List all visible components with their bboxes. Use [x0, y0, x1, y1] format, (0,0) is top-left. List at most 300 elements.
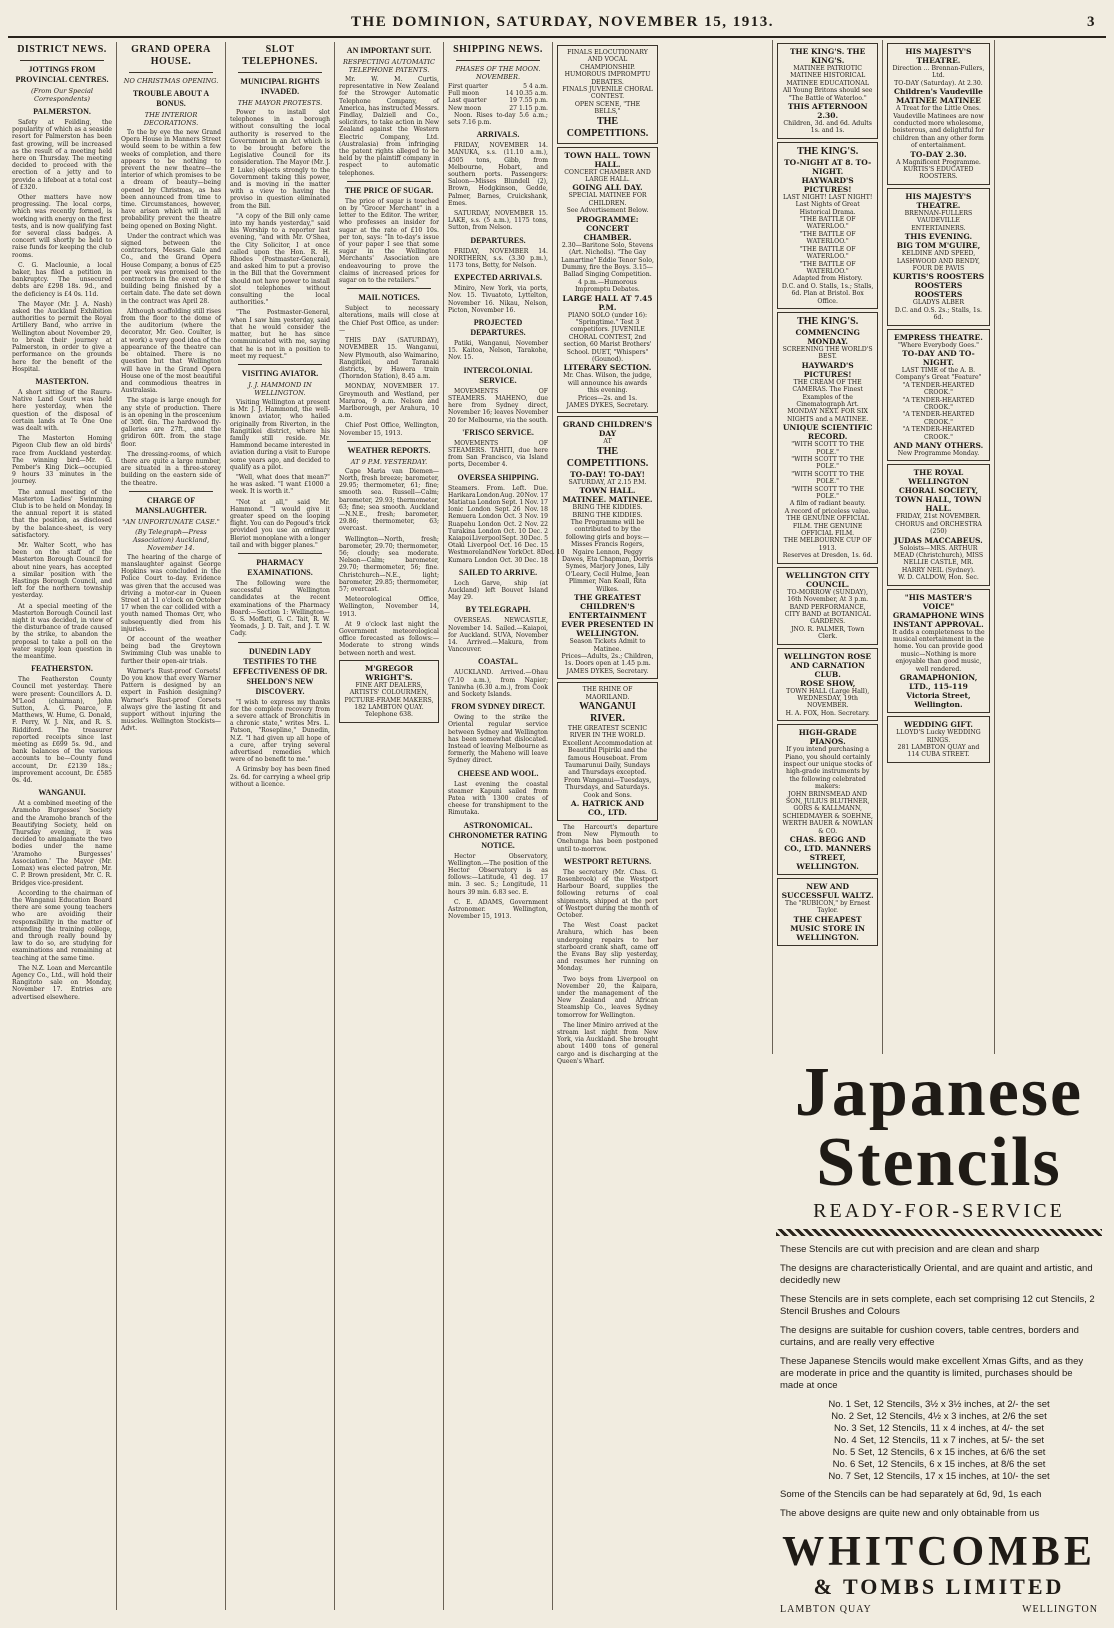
paragraph: The following were the successful Wellington candidates at the recent examinations of the Pharmacy Board:—Section 1: Wellington—G. S. Moffatt, G. C. Tait, R. W. Yeomads, J. D. Tait, and J. T. W. Cady. [230, 579, 330, 638]
ad-line: GRAMAPHONION, LTD., 115-119 Victoria Street, Wellington. [899, 673, 978, 710]
brand-subname: & TOMBS LIMITED [813, 1574, 1065, 1599]
place-heading: FEATHERSTON. [31, 664, 93, 674]
paragraph: C. E. ADAMS, Government Astronomer. Wellington, November 15, 1913. [448, 898, 548, 921]
ad-line: THE CREAM OF THE CAMERAS. The Finest Examples of the Cinematograph Art. [792, 378, 863, 408]
paragraph: Loch Garve, ship (at Auckland) left Bouvet Island May 29. [448, 579, 548, 602]
amusement-columns [772, 40, 1106, 1054]
table-cell: London [476, 491, 500, 499]
paragraph: The Mayor (Mr. J. A. Nash) asked the Auckland Exhibition authorities to permit the Royal Artillery Band, who arrive in Wellington about November 29, to break their journey at Palmerston, in order to give a performance on the grounds here for the benefit of the Hospital. [12, 300, 112, 373]
article-headline: DEPARTURES. [470, 235, 526, 245]
ad-heading: THE COMPETITIONS. [566, 445, 649, 469]
ad-line: Children's Vaudeville MATINEE MATINEE [894, 87, 983, 106]
ad-heading: THE KING'S. [797, 145, 859, 157]
list-item: No. 4 Set, 12 Stencils, 11 x 7 inches, at 5/- the set [834, 1435, 1044, 1446]
ad-line: LARGE HALL AT 7.45 P.M. [562, 293, 653, 312]
ad-heading: WELLINGTON CITY COUNCIL. [785, 570, 870, 589]
ad-line: TO-DAY AND TO-NIGHT. [902, 348, 975, 367]
paragraph: Under the contract which was signed between the contractors, Messrs. Gale and Co., and the Grand Opera House Company, a bonus of £25 per week was promised to the contractors in the event of the building being finished by a certain date. The date set down in the contract was April 28. [121, 232, 221, 305]
article-headline: VISITING AVIATOR. [241, 368, 319, 378]
paragraph: According to the chairman of the Wanganui Education Board there are some young teachers who are avoiding their responsibility in the matter of attending the training college, and through really bound by law to do so, are studying for examinations and remaining at teaching at the same time. [12, 889, 112, 962]
advertisement-kings-waterloo [777, 142, 878, 309]
ad-line: JAMES DYKES, Secretary. [566, 667, 649, 675]
list-item: No. 3 Set, 12 Stencils, 11 x 4 inches, at 4/- the set [834, 1423, 1044, 1434]
paragraph: The secretary (Mr. Chas. G. Rosenbrook) of the Westport Harbour Board, supplies the following returns of coal shipments, shipped at the port of Westport during the month of October. [557, 868, 658, 920]
ad-tagline: READY-FOR-SERVICE [813, 1200, 1065, 1222]
table-cell: Nov. 18 [524, 506, 548, 514]
moon-label: Last quarter [448, 97, 487, 105]
article-credit: (By Telegraph—Press Association) Auckland, November 14. [132, 527, 210, 552]
ad-line: OPEN SCENE, "THE BELLS," [574, 100, 641, 116]
article-headline: JOTTINGS FROM PROVINCIAL CENTRES. [15, 65, 109, 84]
table-row [448, 557, 548, 564]
paragraph: Although scaffolding still rises from the floor to the dome of the auditorium (where the decorator, Mr. Geo. Coulter, is at work) a very good idea of the appearance of the theatre can be obtained. There is no question but that Wellington will have in the Grand Opera House one of the most beautiful and commodious theatres in Australasia. [121, 307, 221, 395]
paragraph: At a combined meeting of the Aramoho Burgesses' Society and the Aramoho branch of the Beautifying Society, held on Thursday evening, it was decided to amalgamate the two bodies under the name 'Aramoho Burgesses' Association.' The Mayor (Mr. Lomax) was elected patron, Mr. C. P. Brown president, Mr. C. R. Bridges vice-president. [12, 800, 112, 887]
table-cell: Nov. 17 [524, 498, 548, 506]
table-cell: Liverpool [467, 542, 497, 550]
ad-line: "WITH SCOTT TO THE POLE." [791, 456, 865, 471]
ad-line: MONDAY NEXT. FOR SIX NIGHTS and a MATINEE. [787, 408, 869, 423]
ad-heading: TOWN HALL. TOWN HALL. [564, 150, 651, 169]
ad-line: FINE ART DEALERS, [355, 681, 423, 689]
subheading: J. J. HAMMOND IN WELLINGTON. [248, 380, 312, 397]
stencil-sets-list [772, 1399, 1106, 1483]
article-headline: 'FRISCO SERVICE. [462, 427, 534, 437]
paragraph: Two boys from Liverpool on November 20, the Kaipara, under the management of the New Zealand and African Steamship Co., leaves Sydney tomorrow for Wellington. [557, 975, 658, 1019]
ad-line: SCREENING THE WORLD'S BEST. [782, 345, 873, 361]
advertisement-his-majestys-matinee [887, 43, 989, 185]
table-cell: Matiatua [448, 498, 476, 506]
paragraph: The West Coast packet Arahura, which has been undergoing repairs to her starboard crank shaft, came off the Evans Bay slip yesterday, and resumes her running on Monday. [557, 922, 658, 973]
article-headline: SAILED TO ARRIVE. [458, 567, 538, 577]
advertisement-empress-theatre [887, 329, 989, 462]
ad-line: BRENNAN-FULLERS VAUDEVILLE ENTERTAINERS. [904, 209, 973, 232]
address-city: WELLINGTON [1022, 1604, 1098, 1615]
advertisement-pianos [777, 724, 878, 875]
ad-line: A Treat for the Little Ones. Vaudeville Matinees are now conducted more wholesome, boisterous, and delightful for children than any other form of entertainment. [892, 105, 985, 150]
ad-line: Mr. Chas. Wilson, the judge, will announce his awards this evening. [563, 372, 652, 395]
moon-value: 27 1.15 p.m. [509, 104, 548, 112]
article-headline: CHARGE OF MANSLAUGHTER. [135, 495, 207, 515]
paragraph: The Featherston County Council met yesterday. There were present: Councillors A. D. M'Leod (chairman), John Sutton, A. G. Pearce, F. Matthews, W. Hume, G. Donald, F. Perry, W. J. Nix, and R. S. Riddiford. The treasurer reported receipts since last meeting as £699 5s. 9d., and bank balances of the various accounts to be—County fund account, Dr. £2139 18s.; improvement account, Dr. £585 0s. 4d. [12, 676, 112, 785]
ad-heading: THE COMPETITIONS. [566, 115, 649, 139]
ad-line: The "RUBICON," by Ernest Taylor. [785, 900, 871, 915]
subheading: PHASES OF THE MOON. NOVEMBER. [455, 65, 541, 81]
ad-heading: HIS MAJESTY'S THEATRE. [905, 191, 972, 210]
paragraph: MOVEMENTS OF STEAMERS. TAHITI, due here from San Francisco, via Island ports, December 4. [448, 439, 548, 469]
paragraph: The Harcourt's departure from New Plymouth to Onehunga has been postponed until to-morrow. [557, 824, 658, 853]
paragraph: "Well, what does that mean?" he was asked. "I want £1000 a week. It is worth it." [230, 473, 330, 496]
paragraph: THIS DAY (SATURDAY), NOVEMBER 15. Wanganui, New Plymouth, also Waimarino, Rangitikei, and Taranaki districts, by Hawera train (Thorndon Station), 8.45 a.m. [339, 337, 439, 381]
ad-line: Children, 3d. and 6d. Adults 1s. and 1s. [783, 120, 872, 135]
paragraph: The hearing of the charge of manslaughter against George Hopkins was concluded in the Police Court to-day. Evidence was given that the accused was driving a motor-car in Queen Street at 11 o'clock on October 17 when the car collided with a youth named Thomas Orr, who subsequently died from his injuries. [121, 553, 221, 633]
advertisement-rose-show [777, 648, 878, 722]
table-cell: Turakina [448, 527, 476, 535]
ad-line: Cook and Sons. [583, 791, 632, 799]
ad-line: BAND PERFORMANCE, CITY BAND at BOTANICAL GARDENS. [784, 603, 871, 626]
table-cell: Liverpool [472, 534, 502, 542]
ad-line: THE GREATEST SCENIC RIVER IN THE WORLD. [567, 724, 648, 740]
paragraph: MOVEMENTS OF STEAMERS. MAHENO, due here from Sydney direct, November 16; leaves November 20 for Melbourne, via the south. [448, 387, 548, 424]
paragraph: FRIDAY, NOVEMBER 14. MANUKA, s.s. (11.10 a.m.), 4505 tons, Gibb, from Melbourne, Hobart, and southern ports. Passengers: Saloon—Misses Blundell (2), Brown, Hodgkinson, Gedde, Palmer, Barnes, Cruickshank, Emes. [448, 142, 548, 207]
ad-line: "WITH SCOTT TO THE POLE." [791, 470, 865, 486]
paragraph: The dressing-rooms, of which there are quite a large number, are situated in a three-storey building on the eastern side of the theatre. [121, 450, 221, 487]
paragraph: The N.Z. Loan and Mercantile Agency Co., Ltd., will hold their Rangitoto sale on Monday, November 17. Entries are advertised elsewhere. [12, 964, 112, 1001]
ad-line: LAST NIGHT! LAST NIGHT! [782, 193, 873, 201]
ad-line: GLADYS ALBER [912, 299, 964, 307]
ad-line: TO-MORROW (SUNDAY), 16th November, At 3 p.m. [787, 588, 869, 604]
table-cell: Kumara [448, 556, 473, 564]
place-heading: WANGANUI. [38, 788, 86, 798]
ad-line: W. D. CALDOW, Hon. Sec. [898, 574, 979, 582]
article-headline: CHEESE AND WOOL. [457, 768, 539, 778]
ad-line: PICTURE-FRAME MAKERS, [344, 696, 434, 704]
paragraph: Miniro, New York, via ports, Nov. 15. Tivuatoto, Lyttelton, November 16. Nikau, Nelson, Picton, November 16. [448, 285, 548, 314]
ad-line: "THE BATTLE OF WATERLOO." [799, 216, 856, 231]
ad-heading: GRAND CHILDREN'S DAY [562, 420, 653, 439]
paragraph: Other matters have now progressing. The local corps, which was recently formed, is working with energy on the first tests, and is now qualifying fast for several class badges. A concert will shortly be held to raise funds for keeping the club rooms. [12, 194, 113, 259]
ad-line: MATINEE HISTORICAL [790, 72, 866, 80]
column-his-majestys [883, 40, 994, 1054]
ad-line: HAYWARD'S PICTURES! [801, 360, 854, 379]
ad-line: A record of priceless value. THE GENUINE OFFICIAL FILM. THE GENUINE OFFICIAL FILM. [784, 507, 871, 538]
ad-line: 2.30—Baritone Solo, Stevens (Art. Nicholls). "The Gay Lamartine" Eddie Tenor Solo, Dummy, fire the Boys. 3.15—Ballad Singing Competition. 4 p.m.—Humorous Impromptu Debates. [561, 241, 654, 294]
ad-line: TO-NIGHT AT 8. TO-NIGHT. [784, 157, 872, 176]
section-title: DISTRICT NEWS. [17, 44, 107, 55]
ad-line: PIANO SOLO (under 16): "Springtime." Test 3 competitors. JUVENILE CHORAL CONTEST, 2nd section, 60 Marist Brothers' School. DUET, "Whispers" (Gounod). [563, 311, 652, 363]
ad-line: D.C. and O. Stalls, 1s.; Stalls, 6d. Plan at Bristol. Box Office. [781, 282, 874, 305]
advertisement-waltz [777, 878, 878, 946]
decorative-border [776, 1229, 1102, 1236]
article-headline: THE PRICE OF SUGAR. [344, 185, 434, 195]
brand-name: WHITCOMBE [782, 1529, 1096, 1575]
paragraph: The stage is large enough for any style of production. There is an opening in the proscenium of 30ft. 6in. The hardwood fly-galleries are 27ft., and the gridiron 60ft. from the stage floor. [121, 397, 221, 448]
advertisement-kings-scott [777, 312, 878, 564]
list-item: No. 5 Set, 12 Stencils, 6 x 15 inches, at 6/6 the set [832, 1447, 1046, 1458]
article-headline: WEATHER REPORTS. [347, 445, 431, 455]
table-cell: Remuera [448, 513, 477, 521]
place-heading: PALMERSTON. [33, 107, 91, 116]
ad-line: Adapted from History. [792, 275, 863, 283]
advertisement-kings-matinee [777, 43, 878, 139]
ad-line: TOWN HALL. [579, 486, 636, 496]
table-cell: Harikara [448, 491, 476, 499]
ad-heading: THE ROYAL WELLINGTON CHORAL SOCIETY, [898, 468, 979, 496]
table-cell: London [478, 513, 502, 521]
article-headline: OVERSEA SHIPPING. [457, 472, 539, 482]
ad-heading: NEW AND SUCCESSFUL WALTZ. [781, 882, 874, 901]
table-cell: Sept. 26 [494, 506, 521, 514]
ad-line: 281 LAMBTON QUAY and 114 CUBA STREET. [897, 743, 980, 759]
column-district-news [8, 42, 117, 1610]
article-headline: COASTAL. [477, 657, 519, 667]
ad-line: "THE BATTLE OF WATERLOO." [799, 260, 856, 275]
ad-line: Prices—2s. and 1s. [577, 394, 638, 402]
table-cell: Nov. 22 [524, 520, 548, 528]
ad-heading: WANGANUI RIVER. [579, 700, 636, 724]
paragraph: AUCKLAND. Arrived.—Ohau (7.10 a.m.), from Napier; Taniwha (6.30 a.m.), from Cook and Sockety Islands. [448, 669, 548, 698]
ad-paragraph: The designs are suitable for cushion covers, table centres, borders and curtains, and are really very effective [780, 1325, 1079, 1348]
ad-line: "WITH SCOTT TO THE POLE." [791, 485, 865, 501]
ad-heading: HIS MAJESTY'S THEATRE. [905, 47, 972, 65]
table-row [448, 499, 548, 506]
subheading: THE INTERIOR DECORATIONS. [143, 111, 199, 127]
ad-line: GOING ALL DAY. [572, 183, 643, 193]
ad-line: HAYWARD'S PICTURES! [801, 175, 854, 194]
section-title: SLOT TELEPHONES. [242, 44, 318, 67]
paragraph: Hector Observatory, Wellington.—The position of the Hector Observatory is as follows:—Latitude, 41 deg. 17 min. 3 sec. S.; Longitude, 11 hours 39 min. 6.83 sec. E. [448, 852, 548, 896]
paragraph: At 9 o'clock last night the Government meteorological office forecasted as follows:—Moderate to strong winds between north and west. [339, 620, 439, 657]
ad-line: "A TENDER-HEARTED CROOK." [902, 411, 975, 426]
ad-heading: M'GREGOR WRIGHT'S. [364, 663, 414, 682]
advertisement-his-majestys-evening [887, 188, 989, 326]
article-headline: FROM SYDNEY DIRECT. [451, 702, 545, 712]
paragraph: Meteorological Office, Wellington, November 14, 1913. [339, 596, 439, 618]
ad-paragraph: Some of the Stencils can be had separately at 6d, 9d, 1s each [780, 1489, 1042, 1500]
ad-line: Excellent Accommodation at Beautiful Pipiriki and the famous Houseboat. From Taumarunui Daily, Sundays and Thursdays excepted. From Wanganui—Tuesdays, Thursdays, and Saturdays. [562, 739, 653, 792]
brand-address [780, 1604, 1098, 1615]
paragraph: Safety at Feilding, the popularity of which as a seaside resort for Palmerston has been fast growing, will be increased as the result of a meeting held here on Thursday. The meeting decided to proceed with the erection of a jetty and to provide a lifeboat at a total cost of £320. [12, 119, 112, 191]
ad-line: TOWN HALL (Large Hall), WEDNESDAY, 19th NOVEMBER. [786, 687, 870, 710]
table-cell: London [478, 527, 502, 535]
table-cell: Dec. 5 [528, 534, 548, 542]
ad-heading: HIGH-GRADE PIANOS. [798, 728, 857, 747]
paragraph: The annual meeting of the Masterton Ladies' Swimming Club is to be held on Monday. In the annual report it is stated that the position, as disclosed by the balance-sheet, is very satisfactory. [12, 488, 112, 539]
ad-heading: THE KING'S. [797, 315, 859, 327]
ad-paragraph: The above designs are quite new and only obtainable from us [780, 1508, 1040, 1519]
subheading: AT 9 P.M. YESTERDAY. [350, 457, 428, 466]
moon-label: New moon [448, 104, 482, 112]
paragraph: MONDAY, NOVEMBER 17. Greymouth and Westland, per Mararoa, 9 a.m. Nelson and Marlborough, per Arahura, 10 a.m. [339, 383, 439, 420]
column-header: From. [486, 484, 505, 492]
ad-line: BRING THE KIDDIES. BRING THE KIDDIES. [572, 504, 643, 519]
ad-line: SPECIAL MATINEE FOR CHILDREN. [568, 192, 647, 207]
ad-line: TO-DAY (Saturday). At 2.30. [894, 79, 983, 87]
article-headline: BY TELEGRAPH. [465, 605, 531, 615]
table-cell: Dec. 2 [528, 527, 548, 535]
table-cell: Oct. 3 [503, 513, 523, 521]
ad-heading: EMPRESS THEATRE. [894, 332, 983, 342]
article-headline: WESTPORT RETURNS. [563, 856, 652, 866]
page-number: 3 [1087, 13, 1096, 30]
address-street: LAMBTON QUAY [780, 1604, 872, 1615]
moon-value: 14 10.35 a.m. [505, 90, 548, 98]
article-headline: MUNICIPAL RIGHTS INVADED. [240, 77, 320, 96]
column-header: Due. [533, 484, 548, 492]
ad-line: PROGRAMME: CONCERT CHAMBER. [576, 214, 639, 242]
advertisement-city-council [777, 567, 878, 645]
paragraph: "A copy of the Bill only came into my hands yesterday," said his Worship to a reporter last evening, "and with Mr. O'Shea, the City Solicitor, I at once called upon the Hon. R. H. Rhodes (Postmaster-General), and asked him to put a proviso in the Bill that the Government should not have power to install slot telephones without consulting the local authorities." [230, 212, 330, 307]
ad-paragraph: The designs are characteristically Oriental, and are quaint and artistic, and decidedly new [780, 1263, 1093, 1286]
table-cell: Nov. 19 [524, 513, 548, 521]
ad-line: "THE BATTLE OF WATERLOO." [799, 245, 856, 261]
column-slot-telephones [226, 42, 335, 1610]
ad-line: CONCERT CHAMBER AND LARGE HALL. [564, 168, 651, 184]
table-cell: Sept. 1 [501, 498, 524, 506]
table-cell: Aug. 20 [500, 491, 524, 499]
list-item [448, 83, 548, 90]
ad-line: Misses Francis Rogers, Ngaire Lennon, Peggy Dawes, Eta Chapman, Dorris Symes, Marjory Jones, Lily O'Leary, Cecil Hulme, Jean Plimmer, Nan Keall, Rita Wilkes. [562, 541, 653, 593]
ad-line: LITERARY SECTION. [563, 363, 652, 373]
paragraph: A Grimsby boy has been fined 2s. 6d. for carrying a wheel grip without a licence. [230, 766, 330, 788]
column-kings-theatre [772, 40, 883, 1054]
ad-title: Stencils [816, 1124, 1062, 1201]
ad-line: D.C. and O.S. 2s.; Stalls, 1s. 6d. [894, 306, 982, 322]
paragraph: Patiki, Wanganui, November 15. Kaitoa, Nelson, Tarakohe, Nov. 15. [448, 340, 548, 362]
paragraph: To the by eye the new Grand Opera House in Manners Street would seem to be within a few weeks of completion, and there appears to be nothing to prevent the new theatre—the interior of which promises to be a dream of beauty—being opened by Christmas, as has been announced from time to time. Circumstances, however, have arisen which will in all probability prevent the theatre being opened on Boxing Night. [121, 129, 221, 230]
table-cell: Oct. 16 [499, 542, 522, 550]
ad-line: "Where Everybody Goes." [897, 341, 979, 349]
advertisement-town-hall [557, 147, 658, 414]
table-row [448, 528, 548, 535]
article-credit: (From Our Special Correspondents) [31, 87, 93, 103]
advertisement-wedding-gift [887, 716, 989, 763]
table-cell: London [477, 520, 502, 528]
table-row [448, 513, 548, 520]
ad-line: A film of radiant beauty. [789, 500, 866, 508]
table-cell: London [477, 498, 501, 506]
paragraph: "Not at all," said Mr. Hammond. "I would give it greater speed on the looping flight. You can do Pegoud's trick provided you use an ordinary Bleriot monoplane with a longer tail and with bigger planes." [230, 498, 330, 549]
ad-line: JOHN BRINSMEAD AND SON, JULIUS BLUTHNER, GORS & KALLMANN, SCHIEDMAYER & SOEHNE, WERTH BAUER & NOWLAN & CO. [782, 790, 873, 835]
article-headline: ARRIVALS. [476, 130, 520, 140]
moon-value: 5 4 a.m. [523, 83, 548, 90]
paragraph: The liner Miniro arrived at the stream last night from New York, via Auckland. She brought about 1400 tons of general cargo and is discharging at the Queen's Wharf. [557, 1021, 658, 1065]
ad-line: "THE BATTLE OF WATERLOO." [799, 230, 856, 246]
paragraph: Noon. Rises to-day 5.6 a.m.; sets 7.16 p.m. [448, 111, 548, 127]
ad-line: MATINEE EDUCATIONAL [786, 79, 869, 87]
ad-paragraph: These Stencils are in sets complete, each set comprising 12 cut Stencils, 2 Stencil Brushes and Colours [780, 1294, 1095, 1317]
table-cell: New York [492, 549, 523, 557]
article-headline: TROUBLE ABOUT A BONUS. [132, 89, 210, 108]
article-headline: AN IMPORTANT SUIT. [346, 46, 432, 55]
table-row [448, 542, 548, 549]
table-cell: Sept. 30 [501, 534, 528, 542]
paragraph: OVERSEAS. NEWCASTLE, November 14. Sailed.—Kaiapoi, for Auckland. SUVA, November 14. Arrived.—Makura, from Vancouver. [448, 617, 548, 654]
column-header: Steamers. [448, 484, 480, 492]
ad-line: CHORUS and ORCHESTRA (250) [895, 520, 982, 536]
paragraph: The price of sugar is touched on by "Grocer Merchant" in a letter to the Editor. The writer, who professes an insider for sugar at the rate of £10 10s. per ton, says: "In to-day's issue of your paper I see that some sugar in the Wellington Merchants' Association are endeavouring to prove the claims of increased prices for sugar on to the retailers." [339, 197, 439, 285]
newspaper-page [8, 8, 1106, 1615]
subheading: RESPECTING AUTOMATIC TELEPHONE PATENTS. [342, 58, 436, 74]
article-headline: ASTRONOMICAL. CHRONOMETER RATING NOTICE. [448, 820, 548, 850]
ad-line: TO-DAY 2.30. [910, 149, 967, 159]
table-row [448, 506, 548, 513]
ad-line: Last Nights of Great Historical Drama. [795, 201, 860, 216]
article-headline: EXPECTED ARRIVALS. [454, 273, 542, 283]
paragraph: Wellington—North, fresh; barometer, 29.70; thermometer, 56; cloudy; sea moderate. Nelson—Calm; barometer, 29.70; thermometer, 56; fine. Christchurch—N.E., light; barometer, 29.85; thermometer, 57; overcast. [339, 535, 439, 593]
ad-line: FINALS ELOCUTIONARY AND VOCAL CHAMPIONSHIP. [567, 49, 648, 71]
moon-value: 19 7.55 p.m. [509, 97, 548, 105]
ad-line: THIS AFTERNOON 2.30. [787, 102, 868, 121]
paragraph: The Masterton Homing Pigeon Club flew an old birds' race from Auckland yesterday. The winning bird—Mr. G. Pember's King Dick—occupied 9 hours 33 minutes in the journey. [12, 435, 112, 486]
section-title: GRAND OPERA HOUSE. [131, 44, 211, 67]
subheading: THE MAYOR PROTESTS. [237, 99, 323, 107]
shipping-table [448, 484, 565, 564]
table-cell: Oct. 30 [499, 556, 523, 564]
ad-line: HUMOROUS IMPROMPTU DEBATES. [564, 71, 651, 86]
paragraph: A short sitting of the Rauru-Native Land Court was held here yesterday, when the question of the disposal of certain lands at Te One One was dealt with. [12, 388, 112, 432]
advertisement-choral-society [887, 464, 989, 585]
advertisement-competitions [557, 45, 658, 144]
ad-line: All Young Britons should see "The Battle of Waterloo." [782, 87, 873, 102]
ad-line: FRIDAY, 21st NOVEMBER. [896, 513, 981, 521]
paragraph: SATURDAY, NOVEMBER 15. LAKE, s.s. (5 a.m.), 1175 tons, Sutton, from Nelson. [448, 210, 548, 232]
ad-line: AT [603, 438, 612, 446]
ad-line: A Magnificent Programme. KURTIS'S EDUCATED ROOSTERS. [895, 158, 981, 181]
ad-line: UNIQUE SCIENTIFIC RECORD. [782, 423, 873, 442]
column-header: Left. [512, 484, 527, 492]
list-item: No. 2 Set, 12 Stencils, 4½ x 3 inches, at 2/6 the set [831, 1411, 1047, 1422]
place-heading: MASTERTON. [35, 376, 89, 386]
table-cell: Ruapehu [448, 520, 476, 528]
list-item: No. 6 Set, 12 Stencils, 6 x 15 inches, at 8/6 the set [832, 1459, 1046, 1470]
subheading: "AN UNFORTUNATE CASE." [122, 517, 220, 526]
ad-line: "A TENDER-HEARTED CROOK." [902, 396, 975, 411]
table-cell: London [467, 506, 491, 514]
paragraph: FRIDAY, NOVEMBER 14. NORTHERN, s.s. (3.30 p.m.), 1173 tons, Betty, for Nelson. [448, 247, 548, 270]
table-row [448, 492, 548, 499]
table-cell: Ionic [448, 506, 464, 514]
table-row [448, 535, 548, 542]
paragraph: Subject to necessary alterations, mails will close at the Chief Post Office, as under:— [339, 305, 439, 334]
ad-line: H. A. FOX, Hon. Secretary. [785, 709, 870, 717]
paragraph: Warner's Rust-proof Corsets! Do you know that every Warner Pattern is designed by an expert in Fashion designing? Warner's Rust-proof Corsets always give the lasting fit and support without injuring the muscles. Wellington Stockists—Advt. [121, 667, 221, 733]
ad-line: MATINEE. MATINEE. [562, 495, 653, 505]
column-shipping-news [444, 42, 565, 1610]
ad-line: ROSE SHOW, [799, 678, 856, 688]
article-headline: PROJECTED DEPARTURES. [470, 318, 526, 338]
ad-line: LLOYD'S Lucky WEDDING RINGS. [896, 729, 981, 744]
paragraph: Chief Post Office, Wellington, November 15, 1913. [339, 422, 439, 437]
ad-line: TOWN HALL, TOWN HALL. [895, 495, 982, 514]
table-cell: Otaki [448, 542, 465, 550]
advertisement-wanganui-river [557, 682, 658, 821]
moon-label: First quarter [448, 83, 488, 90]
advertisement-japanese-stencils [772, 1054, 1106, 1615]
ad-line: JAMES DYKES, Secretary. [566, 402, 649, 409]
ad-line: KELDINE AND SPEED, [901, 250, 976, 258]
ad-line: COMMENCING MONDAY. [795, 327, 860, 346]
ad-line: THIS EVENING. [904, 232, 973, 242]
table-cell: Nov. 17 [524, 491, 548, 499]
article-headline: DUNEDIN LADY TESTIFIES TO THE EFFECTIVENESS OF DR. SHELDON'S NEW DISCOVERY. [232, 646, 328, 696]
ad-line: "A TENDER-HEARTED CROOK." [902, 381, 975, 397]
ad-line: LASHWOOD AND BENDY, [896, 257, 981, 265]
ad-line: Season Tickets Admit to Matinee. [569, 638, 646, 653]
column-suit-mail-weather [335, 42, 444, 1610]
table-cell: Kaiapoi [448, 534, 472, 542]
ad-line: LAST TIME of the A. B. Company's Great "Feature" [895, 366, 982, 382]
ad-line: "WITH SCOTT TO THE POLE." [791, 441, 865, 456]
table-cell: Oct. 10 [503, 527, 526, 535]
ad-heading: THE KING'S. THE KING'S. [789, 47, 866, 65]
paragraph: Of account of the weather being bad the Greytown Swimming Club was unable to further their open-air trials. [121, 635, 221, 665]
ad-line: AND MANY OTHERS. [893, 441, 984, 450]
ad-line: Prices—Adults, 2s.; Children, 1s. Doors open at 1.45 p.m. [561, 652, 654, 668]
column-competitions [553, 42, 662, 1610]
table-cell: Dec. 10 [540, 549, 565, 557]
list-item [448, 90, 548, 97]
table-header [448, 485, 548, 492]
advertisement-childrens-day [557, 416, 658, 679]
paragraph: Last evening the coastal steamer Kapuni sailed from Patea with 1300 crates of cheese for transhipment to the Rimutaka. [448, 780, 548, 817]
section-title: SHIPPING NEWS. [453, 44, 543, 55]
ad-line: SATURDAY, AT 2.15 P.M. [568, 478, 647, 486]
table-cell: Westmoreland [448, 549, 493, 557]
ad-line: FOUR DE PAVIS [912, 264, 965, 272]
moon-label: Full moon [448, 90, 480, 98]
paragraph: Power to install slot telephones in a borough without consulting the local authority is reserved to the Government in an Act which is to be brought before the Legislative Council for its consideration. The Mayor (Mr. J. P. Luke) objects strongly to the Government taking this power, and is moving in the matter with a view to having the proviso in question eliminated from the Bill. [230, 109, 331, 210]
ad-line: THE MELBOURNE CUP OF 1913. [783, 537, 872, 552]
